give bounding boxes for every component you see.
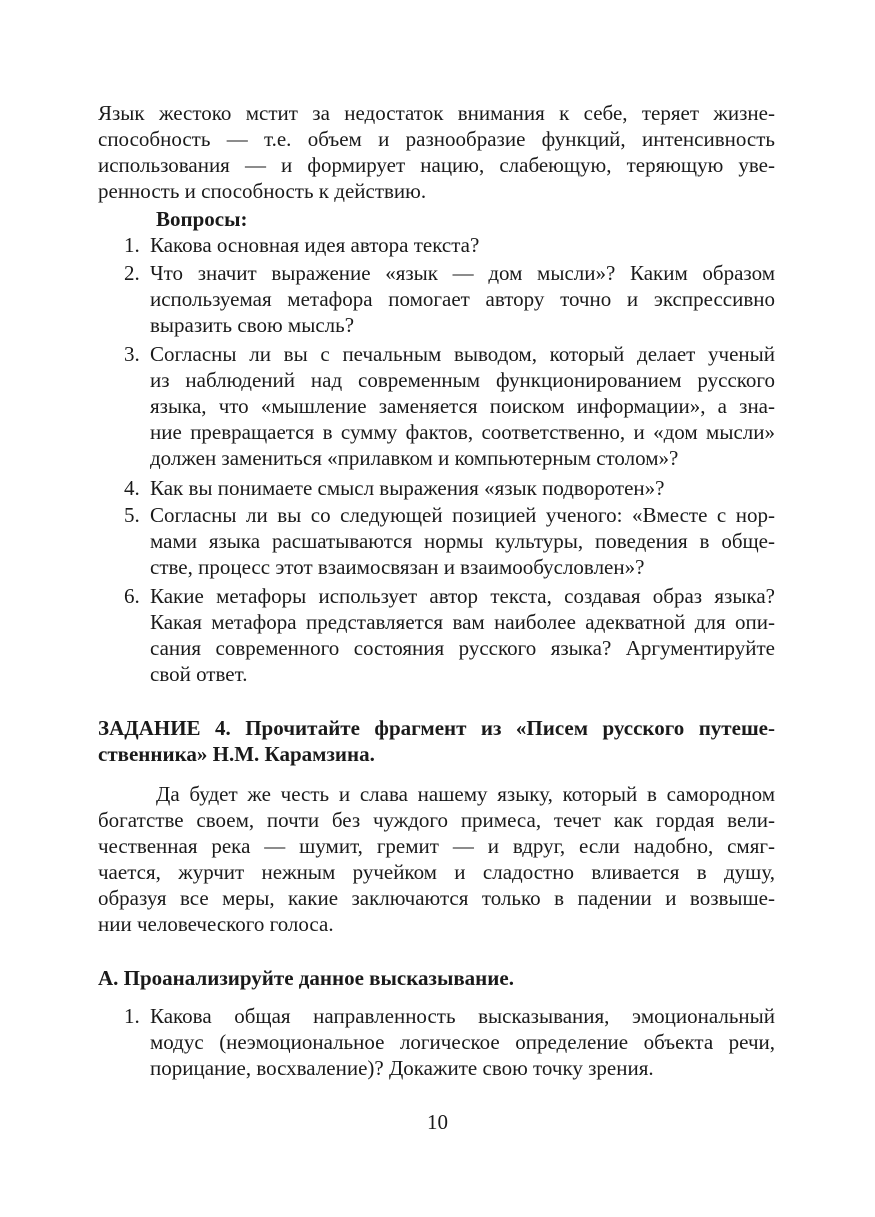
text-line: Язык жестоко мстит за недостаток внимания к себе, теряет жизне- [98, 101, 775, 125]
text-line: должен замениться «прилавком и компьютерным столом»? [150, 446, 679, 470]
text-line: Какова общая направленность высказывания, эмоциональный [150, 1004, 775, 1028]
text-line: из наблюдений над современным функционированием русского [150, 368, 775, 392]
text-line: сания современного состояния русского языка? Аргументируйте [150, 636, 775, 660]
text-line: используемая метафора помогает автору точно и экспрессивно [150, 287, 775, 311]
karamzin-quote [98, 781, 775, 937]
question-number: 3. [124, 342, 140, 366]
text-line: чественная река — шумит, гремит — и вдруг, если надобно, смяг- [98, 834, 775, 858]
text-line: Что значит выражение «язык — дом мысли»? Каким образом [150, 261, 775, 285]
question-number: 1. [124, 233, 140, 257]
text-line: Какие метафоры использует автор текста, создавая образ языка? [150, 584, 775, 608]
text-line: ние превращается в сумму фактов, соответственно, и «дом мысли» [150, 420, 775, 444]
text-line: использования — и формирует нацию, слабеющую, теряющую уве- [98, 153, 775, 177]
text-line: Согласны ли вы с печальным выводом, который делает ученый [150, 342, 775, 366]
text-line: порицание, восхваление)? Докажите свою точку зрения. [150, 1056, 654, 1080]
text-line: выразить свою мысль? [150, 313, 355, 337]
text-line: богатстве своем, почти без чуждого примеса, течет как гордая вели- [98, 808, 775, 832]
text-line: Какова основная идея автора текста? [150, 233, 480, 257]
text-line: нии человеческого голоса. [98, 912, 334, 936]
question-number: 2. [124, 261, 140, 285]
text-line: языка, что «мышление заменяется поиском информации», а зна- [150, 394, 775, 418]
intro-paragraph [98, 100, 775, 204]
section-a-heading: А. Проанализируйте данное высказывание. [98, 966, 514, 990]
text-line: чается, журчит нежным ручейком и сладостно вливается в душу, [98, 860, 775, 884]
text-line: Согласны ли вы со следующей позицией ученого: «Вместе с нор- [150, 503, 775, 527]
text-line: Как вы понимаете смысл выражения «язык подворотен»? [150, 476, 665, 500]
text-line: Какая метафора представляется вам наиболее адекватной для опи- [150, 610, 775, 634]
text-line: образуя все меры, какие заключаются только в падении и возвыше- [98, 886, 775, 910]
text-line: стве, процесс этот взаимосвязан и взаимообусловлен»? [150, 555, 645, 579]
question-number: 5. [124, 503, 140, 527]
text-line: модус (неэмоциональное логическое определение объекта речи, [150, 1030, 775, 1054]
text-line: ренность и способность к действию. [98, 179, 427, 203]
heading-line: ственника» Н.М. Карамзина. [98, 742, 375, 766]
text-line: мами языка расшатываются нормы культуры, поведения в обще- [150, 529, 775, 553]
questions-heading: Вопросы: [156, 207, 248, 231]
question-number: 4. [124, 476, 140, 500]
item-number: 1. [124, 1004, 140, 1028]
text-line: Да будет же честь и слава нашему языку, который в самородном [156, 782, 775, 806]
heading-line: ЗАДАНИЕ 4. Прочитайте фрагмент из «Писем русского путеше- [98, 716, 775, 740]
text-line: свой ответ. [150, 662, 248, 686]
text-line: способность — т.е. объем и разнообразие функций, интенсивность [98, 127, 775, 151]
page-number: 10 [427, 1110, 448, 1134]
task4-heading [98, 715, 775, 767]
question-number: 6. [124, 584, 140, 608]
